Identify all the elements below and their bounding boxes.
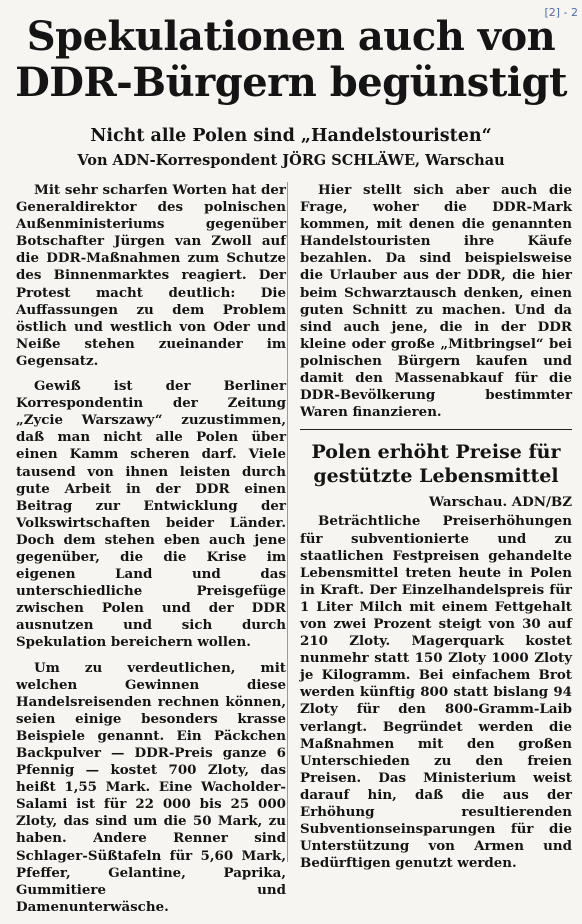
- section-rule: [300, 429, 572, 430]
- right-column: [300, 182, 572, 880]
- paragraph: Hier stellt sich aber auch die Frage, woher die DDR-Mark kommen, mit denen die genannten Handelstouristen ihre Käufe bezahlen. Da sind beispielsweise die Urlauber aus der DDR, die hier beim Schwarztausch denken, einen guten Schnitt zu machen. Und da sind auch jene, die in der DDR kleine oder große „Mitbringsel“ bei polnischen Bürgern kaufen und damit den Massenabkauf für die DDR-Bevölkerung bestimmter Waren finanzieren.: [300, 182, 572, 421]
- byline: Von ADN-Korrespondent JÖRG SCHLÄWE, Warschau: [77, 152, 505, 169]
- paragraph: Um zu verdeutlichen, mit welchen Gewinnen diese Handelsreisenden rechnen können, seien einige besonders krasse Beispiele genannt. Ein Päckchen Backpulver — DDR-Preis ganze 6 Pfennig — kostet 700 Zloty, das heißt 1,55 Mark. Eine Wacholder-Salami ist für 22 000 bis 25 000 Zloty, das sind um die 50 Mark, zu haben. Andere Renner sind Schlager-Süßtafeln für 5,60 Mark, Pfeffer, Gelantine, Paprika, Gummitiere und Damenunterwäsche.: [16, 659, 286, 915]
- headline-line-1: Spekulationen auch von: [26, 13, 556, 60]
- paragraph: Mit sehr scharfen Worten hat der Generaldirektor des polnischen Außenministeriums gegenüber Botschafter Jürgen van Zwoll auf die DDR-Maßnahmen zum Schutze des Binnenmarktes reagiert. Der Protest macht deutlich: Die Auffassungen zu dem Problem östlich und westlich von Oder und Neiße stehen zueinander im Gegensatz.: [16, 182, 286, 369]
- paragraph: Beträchtliche Preiserhöhungen für subventionierte und zu staatlichen Festpreisen gehandelte Lebensmittel treten heute in Polen in Kraft. Der Einzelhandelspreis für 1 Liter Milch mit einem Fettgehalt von zwei Prozent steigt von 30 auf 210 Zloty. Magerquark kostet nunmehr statt 150 Zloty 1000 Zloty je Kilogramm. Bei einfachem Brot werden künftig 800 statt bislang 94 Zloty für den 800-Gramm-Laib verlangt. Begründet werden die Maßnahmen mit den großen Unterschieden zu den freien Preisen. Das Ministerium weist darauf hin, daß die aus der Erhöhung resultierenden Subventionseinsparungen für die Unterstützung von Armen und Bedürftigen genutzt werden.: [300, 513, 572, 872]
- subheadline: Nicht alle Polen sind „Handelstouristen“: [90, 126, 492, 146]
- dateline: Warschau. ADN/BZ: [429, 494, 572, 511]
- headline: [0, 14, 582, 106]
- headline-line-2: DDR-Bürgern begünstigt: [15, 59, 567, 106]
- left-column: [16, 182, 286, 924]
- column-divider: [287, 182, 288, 862]
- paragraph: Gewiß ist der Berliner Korrespondentin der Zeitung „Zycie Warszawy“ zuzustimmen, daß man nicht alle Polen über einen Kamm scheren darf. Viele tausend von ihnen leisten durch gute Arbeit in der DDR einen Beitrag zur Entwicklung der Volkswirtschaften beider Länder. Doch dem stehen eben auch jene gegenüber, die die Krise im eigenen Land und das unterschiedliche Preisgefüge zwischen Polen und der DDR ausnutzen und sich durch Spekulation bereichern wollen.: [16, 378, 286, 651]
- box-headline: Polen erhöht Preise für gestützte Lebensmittel: [311, 441, 561, 488]
- page-number-tag[interactable]: [2] - 2: [544, 6, 578, 19]
